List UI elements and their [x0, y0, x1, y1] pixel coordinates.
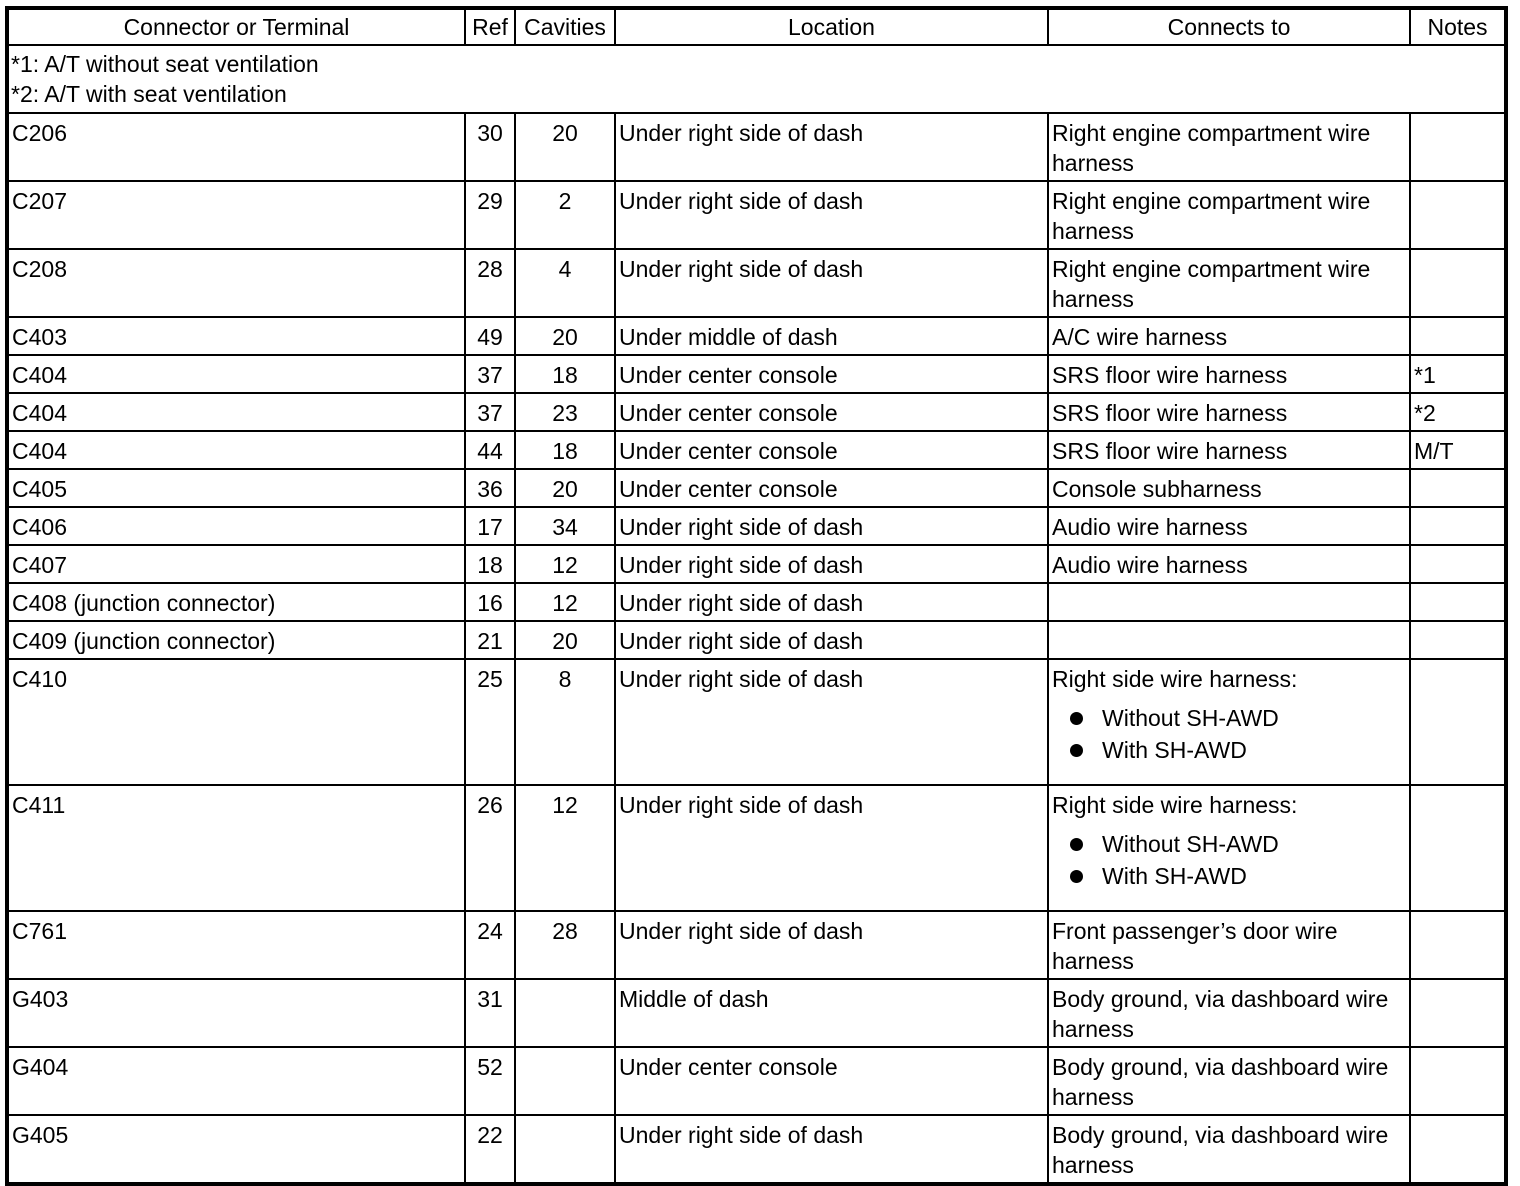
cavities-cell: [515, 113, 615, 181]
connector-text: C407: [12, 552, 67, 578]
table-row: [7, 249, 1506, 317]
notes-cell: [1410, 621, 1506, 659]
ref-cell: [465, 1115, 515, 1184]
bullet-dot-icon: [1070, 744, 1083, 757]
connector-cell: [7, 317, 465, 355]
header-ref: Ref: [465, 8, 515, 45]
connector-cell: [7, 545, 465, 583]
connector-cell: [7, 113, 465, 181]
connector-cell: [7, 979, 465, 1047]
connector-text: G403: [12, 986, 69, 1012]
ref-text: 26: [477, 792, 503, 818]
table-row: [7, 393, 1506, 431]
bullet-text: With SH-AWD: [1102, 737, 1247, 763]
connector-text: C761: [12, 918, 67, 944]
cavities-text: 2: [558, 188, 572, 214]
connects-to-cell: [1048, 181, 1410, 249]
ref-text: 22: [477, 1122, 503, 1148]
bullet-list: [1052, 828, 1409, 892]
connector-cell: [7, 1047, 465, 1115]
ref-cell: [465, 621, 515, 659]
connector-table: [5, 6, 1508, 1186]
location-cell: [615, 249, 1048, 317]
connector-table-container: [5, 6, 1508, 1186]
ref-text: 24: [477, 918, 503, 944]
ref-text: 44: [477, 438, 503, 464]
ref-text: 37: [477, 362, 503, 388]
connects-to-cell: [1048, 469, 1410, 507]
ref-text: 18: [477, 552, 503, 578]
table-row: [7, 1115, 1506, 1184]
location-text: Under right side of dash: [619, 666, 864, 692]
connects-to-text: SRS floor wire harness: [1052, 438, 1288, 464]
connector-cell: [7, 911, 465, 979]
ref-text: 31: [477, 986, 503, 1012]
notes-cell: [1410, 583, 1506, 621]
bullet-item: [1070, 828, 1409, 860]
ref-cell: [465, 469, 515, 507]
location-cell: [615, 911, 1048, 979]
connector-cell: [7, 785, 465, 911]
location-text: Under right side of dash: [619, 256, 864, 282]
ref-cell: [465, 317, 515, 355]
connects-to-text: A/C wire harness: [1052, 324, 1228, 350]
connects-to-text: Body ground, via dashboard wire harness: [1052, 986, 1389, 1042]
location-text: Under right side of dash: [619, 590, 864, 616]
connector-cell: [7, 659, 465, 785]
location-text: Middle of dash: [619, 986, 769, 1012]
cavities-text: 18: [552, 438, 578, 464]
location-text: Under middle of dash: [619, 324, 838, 350]
cavities-cell: [515, 181, 615, 249]
notes-cell: [1410, 979, 1506, 1047]
header-connector: Connector or Terminal: [7, 8, 465, 45]
location-cell: [615, 113, 1048, 181]
cavities-text: 20: [552, 628, 578, 654]
header-notes: Notes: [1410, 8, 1506, 45]
connector-text: C406: [12, 514, 67, 540]
notes-text: M/T: [1414, 438, 1454, 464]
connects-to-text: Right side wire harness:: [1052, 792, 1298, 818]
header-connects-to: Connects to: [1048, 8, 1410, 45]
connects-to-cell: [1048, 659, 1410, 785]
cavities-text: 20: [552, 476, 578, 502]
location-cell: [615, 469, 1048, 507]
cavities-cell: [515, 249, 615, 317]
table-row: [7, 431, 1506, 469]
ref-text: 17: [477, 514, 503, 540]
connector-text: C403: [12, 324, 67, 350]
table-row: [7, 181, 1506, 249]
connector-text: G405: [12, 1122, 69, 1148]
location-text: Under center console: [619, 1054, 838, 1080]
table-row: [7, 545, 1506, 583]
header-row: [7, 8, 1506, 45]
cavities-cell: [515, 659, 615, 785]
connector-text: C410: [12, 666, 67, 692]
header-location: Location: [615, 8, 1048, 45]
location-text: Under right side of dash: [619, 552, 864, 578]
connector-cell: [7, 507, 465, 545]
cavities-cell: [515, 507, 615, 545]
footnote-cell: [7, 45, 1506, 113]
cavities-cell: [515, 545, 615, 583]
connector-text: C404: [12, 362, 67, 388]
connects-to-cell: [1048, 355, 1410, 393]
ref-cell: [465, 911, 515, 979]
connects-to-text: Body ground, via dashboard wire harness: [1052, 1122, 1389, 1178]
ref-cell: [465, 1047, 515, 1115]
table-row: [7, 317, 1506, 355]
connector-cell: [7, 1115, 465, 1184]
location-cell: [615, 979, 1048, 1047]
notes-text: *2: [1414, 400, 1436, 426]
location-cell: [615, 181, 1048, 249]
ref-text: 16: [477, 590, 503, 616]
ref-text: 30: [477, 120, 503, 146]
cavities-cell: [515, 469, 615, 507]
cavities-text: 12: [552, 552, 578, 578]
connector-cell: [7, 393, 465, 431]
ref-cell: [465, 785, 515, 911]
location-cell: [615, 785, 1048, 911]
ref-cell: [465, 659, 515, 785]
location-text: Under right side of dash: [619, 792, 864, 818]
cavities-text: 34: [552, 514, 578, 540]
notes-cell: [1410, 181, 1506, 249]
table-row: [7, 659, 1506, 785]
cavities-text: 20: [552, 120, 578, 146]
ref-cell: [465, 113, 515, 181]
connects-to-text: SRS floor wire harness: [1052, 400, 1288, 426]
connects-to-cell: [1048, 393, 1410, 431]
table-row: [7, 113, 1506, 181]
notes-cell: [1410, 393, 1506, 431]
connector-text: C404: [12, 400, 67, 426]
connector-cell: [7, 431, 465, 469]
bullet-text: Without SH-AWD: [1102, 705, 1279, 731]
ref-cell: [465, 583, 515, 621]
connector-text: C207: [12, 188, 67, 214]
footnote-row: [7, 45, 1506, 113]
table-row: [7, 583, 1506, 621]
footnote-1: *1: A/T without seat ventilation: [11, 51, 319, 77]
connector-text: G404: [12, 1054, 69, 1080]
location-cell: [615, 431, 1048, 469]
location-cell: [615, 1047, 1048, 1115]
ref-cell: [465, 979, 515, 1047]
ref-text: 49: [477, 324, 503, 350]
location-text: Under center console: [619, 476, 838, 502]
ref-cell: [465, 431, 515, 469]
notes-cell: [1410, 431, 1506, 469]
location-cell: [615, 1115, 1048, 1184]
ref-cell: [465, 393, 515, 431]
connects-to-text: SRS floor wire harness: [1052, 362, 1288, 388]
cavities-cell: [515, 431, 615, 469]
bullet-text: Without SH-AWD: [1102, 831, 1279, 857]
connector-cell: [7, 249, 465, 317]
location-cell: [615, 583, 1048, 621]
connects-to-cell: [1048, 249, 1410, 317]
ref-text: 21: [477, 628, 503, 654]
notes-cell: [1410, 507, 1506, 545]
location-text: Under right side of dash: [619, 1122, 864, 1148]
connects-to-cell: [1048, 621, 1410, 659]
connector-text: C405: [12, 476, 67, 502]
bullet-item: [1070, 734, 1409, 766]
cavities-text: 23: [552, 400, 578, 426]
connects-to-cell: [1048, 317, 1410, 355]
connects-to-cell: [1048, 785, 1410, 911]
connects-to-text: Right engine compartment wire harness: [1052, 188, 1371, 244]
connects-to-cell: [1048, 583, 1410, 621]
notes-cell: [1410, 659, 1506, 785]
connects-to-cell: [1048, 979, 1410, 1047]
location-text: Under right side of dash: [619, 514, 864, 540]
notes-cell: [1410, 911, 1506, 979]
connects-to-text: Right engine compartment wire harness: [1052, 256, 1371, 312]
location-text: Under right side of dash: [619, 918, 864, 944]
cavities-cell: [515, 979, 615, 1047]
cavities-text: 4: [558, 256, 572, 282]
bullet-dot-icon: [1070, 838, 1083, 851]
ref-text: 29: [477, 188, 503, 214]
connects-to-text: Right side wire harness:: [1052, 666, 1298, 692]
location-text: Under center console: [619, 400, 838, 426]
connector-cell: [7, 181, 465, 249]
connector-text: C404: [12, 438, 67, 464]
cavities-text: 12: [552, 792, 578, 818]
location-text: Under right side of dash: [619, 628, 864, 654]
connects-to-text: Audio wire harness: [1052, 552, 1248, 578]
ref-cell: [465, 181, 515, 249]
ref-cell: [465, 545, 515, 583]
cavities-text: 12: [552, 590, 578, 616]
cavities-cell: [515, 355, 615, 393]
connects-to-text: Front passenger’s door wire harness: [1052, 918, 1338, 974]
connects-to-text: Console subharness: [1052, 476, 1262, 502]
connector-cell: [7, 583, 465, 621]
bullet-item: [1070, 702, 1409, 734]
notes-cell: [1410, 785, 1506, 911]
table-row: [7, 785, 1506, 911]
connector-cell: [7, 355, 465, 393]
ref-cell: [465, 507, 515, 545]
location-text: Under center console: [619, 438, 838, 464]
connects-to-text: Audio wire harness: [1052, 514, 1248, 540]
location-cell: [615, 355, 1048, 393]
connector-cell: [7, 469, 465, 507]
location-text: Under center console: [619, 362, 838, 388]
location-cell: [615, 659, 1048, 785]
connector-text: C411: [12, 792, 66, 818]
location-cell: [615, 317, 1048, 355]
connector-text: C409 (junction connector): [12, 628, 276, 654]
bullet-dot-icon: [1070, 712, 1083, 725]
ref-text: 28: [477, 256, 503, 282]
notes-cell: [1410, 469, 1506, 507]
cavities-text: 20: [552, 324, 578, 350]
location-cell: [615, 507, 1048, 545]
cavities-cell: [515, 393, 615, 431]
connects-to-cell: [1048, 911, 1410, 979]
notes-cell: [1410, 249, 1506, 317]
connects-to-text: Right engine compartment wire harness: [1052, 120, 1371, 176]
table-row: [7, 1047, 1506, 1115]
location-text: Under right side of dash: [619, 120, 864, 146]
ref-text: 52: [477, 1054, 503, 1080]
cavities-cell: [515, 317, 615, 355]
cavities-text: 8: [558, 666, 572, 692]
table-row: [7, 911, 1506, 979]
location-text: Under right side of dash: [619, 188, 864, 214]
notes-cell: [1410, 113, 1506, 181]
location-cell: [615, 545, 1048, 583]
connector-text: C206: [12, 120, 67, 146]
connects-to-cell: [1048, 1047, 1410, 1115]
connector-cell: [7, 621, 465, 659]
ref-cell: [465, 249, 515, 317]
connects-to-cell: [1048, 1115, 1410, 1184]
notes-cell: [1410, 317, 1506, 355]
connector-text: C408 (junction connector): [12, 590, 276, 616]
location-cell: [615, 393, 1048, 431]
cavities-text: 18: [552, 362, 578, 388]
cavities-cell: [515, 785, 615, 911]
cavities-cell: [515, 621, 615, 659]
location-cell: [615, 621, 1048, 659]
footnote-2: *2: A/T with seat ventilation: [11, 81, 287, 107]
header-cavities: Cavities: [515, 8, 615, 45]
table-row: [7, 621, 1506, 659]
notes-text: *1: [1414, 362, 1436, 388]
connects-to-cell: [1048, 431, 1410, 469]
notes-cell: [1410, 355, 1506, 393]
table-row: [7, 979, 1506, 1047]
ref-text: 25: [477, 666, 503, 692]
bullet-item: [1070, 860, 1409, 892]
notes-cell: [1410, 1047, 1506, 1115]
cavities-text: 28: [552, 918, 578, 944]
ref-cell: [465, 355, 515, 393]
table-row: [7, 469, 1506, 507]
notes-cell: [1410, 1115, 1506, 1184]
cavities-cell: [515, 583, 615, 621]
bullet-dot-icon: [1070, 870, 1083, 883]
cavities-cell: [515, 1047, 615, 1115]
connects-to-cell: [1048, 507, 1410, 545]
bullet-text: With SH-AWD: [1102, 863, 1247, 889]
ref-text: 36: [477, 476, 503, 502]
connector-text: C208: [12, 256, 67, 282]
connects-to-cell: [1048, 545, 1410, 583]
connects-to-text: Body ground, via dashboard wire harness: [1052, 1054, 1389, 1110]
cavities-cell: [515, 1115, 615, 1184]
cavities-cell: [515, 911, 615, 979]
table-row: [7, 355, 1506, 393]
bullet-list: [1052, 702, 1409, 766]
table-row: [7, 507, 1506, 545]
connects-to-cell: [1048, 113, 1410, 181]
ref-text: 37: [477, 400, 503, 426]
notes-cell: [1410, 545, 1506, 583]
